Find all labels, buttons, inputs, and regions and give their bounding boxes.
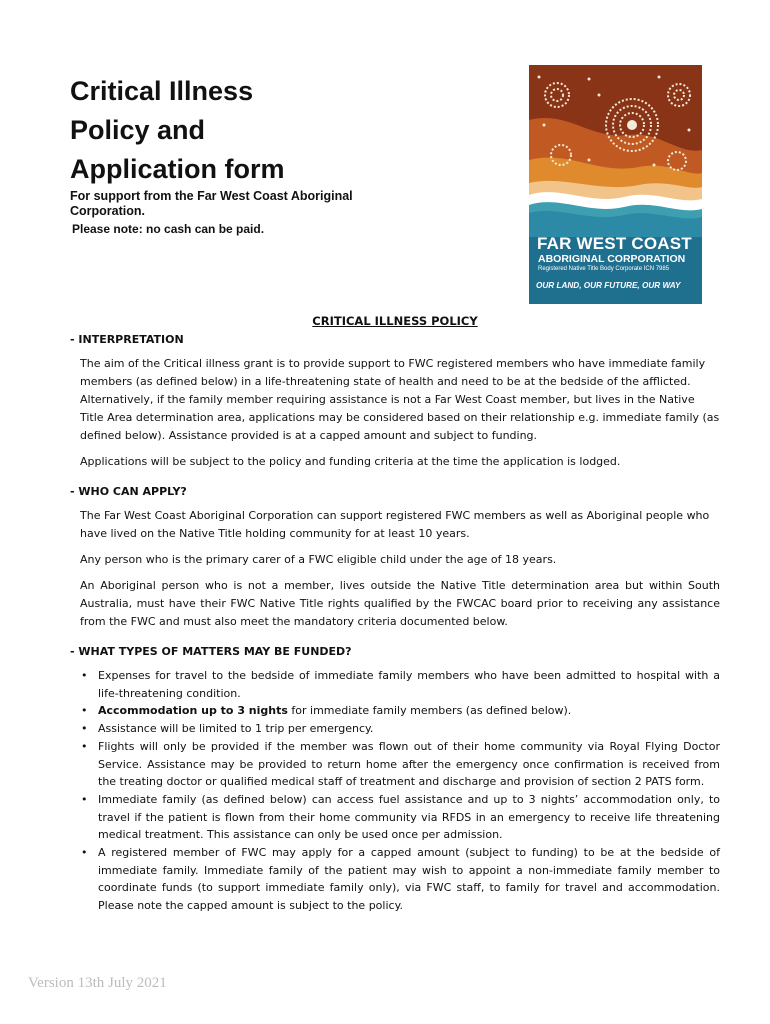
funded-matters-list	[70, 667, 720, 915]
cash-note: Please note: no cash can be paid.	[72, 222, 265, 236]
paragraph: Any person who is the primary carer of a FWC eligible child under the age of 18 years.	[80, 553, 557, 566]
policy-heading: CRITICAL ILLNESS POLICY	[312, 314, 478, 328]
title-line: Application form	[70, 154, 285, 184]
logo-subname: ABORIGINAL CORPORATION	[538, 253, 686, 265]
subtitle: For support from the Far West Coast Aboriginal Corporation.	[70, 189, 353, 218]
version-footer: Version 13th July 2021	[28, 975, 167, 991]
section-heading-who-can-apply: - WHO CAN APPLY?	[70, 485, 187, 498]
section-heading-interpretation: - INTERPRETATION	[70, 333, 184, 346]
list-item: • Assistance will be limited to 1 trip per emergency.	[98, 720, 720, 738]
logo-tagline: OUR LAND, OUR FUTURE, OUR WAY	[536, 281, 681, 290]
policy-body	[70, 314, 720, 915]
paragraph: The Far West Coast Aboriginal Corporation can support registered FWC members as well as Aboriginal people who have lived on the Native Title holding community for at least 10 years.	[80, 509, 710, 540]
list-item: • Expenses for travel to the bedside of immediate family members who have been admitted to hospital with a life-threatening condition.	[98, 667, 720, 702]
list-item: • Accommodation up to 3 nights for immediate family members (as defined below).	[98, 702, 720, 720]
logo-text-block	[529, 224, 702, 304]
list-item: • Immediate family (as defined below) can access fuel assistance and up to 3 nights’ accommodation only, to travel if the patient is flown from their home community via RFDS in an emergency to receive life threatening medical treatment. This assistance can only be used once per admission.	[98, 791, 720, 844]
organisation-logo	[529, 65, 702, 304]
title-line: Critical Illness	[70, 76, 254, 106]
section-heading-matters-funded: - WHAT TYPES OF MATTERS MAY BE FUNDED?	[70, 645, 352, 658]
logo-name: FAR WEST COAST	[537, 234, 692, 253]
logo-registration: Registered Native Title Body Corporate ICN 7985	[538, 266, 670, 272]
page-title	[70, 72, 490, 189]
paragraph: Applications will be subject to the policy and funding criteria at the time the application is lodged.	[80, 455, 621, 468]
title-line: Policy and	[70, 115, 206, 145]
list-item: • Flights will only be provided if the member was flown out of their home community via Royal Flying Doctor Service. Assistance may be provided to return home after the emergency once confirmation is received from the treating doctor or qualified medical staff of treatment and discharge and provision of section 2 PATS form.	[98, 738, 720, 791]
list-item: • A registered member of FWC may apply for a capped amount (subject to funding) to be at the bedside of immediate family. Immediate family of the patient may wish to appoint a non-immediate family member to coordinate funds (to support immediate family only), via FWC staff, to family for travel and accommodation. Please note the capped amount is subject to the policy.	[98, 844, 720, 915]
paragraph: An Aboriginal person who is not a member, lives outside the Native Title determination area but within South Australia, must have their FWC Native Title rights qualified by the FWCAC board prior to receiving any assistance from the FWC and must also meet the mandatory criteria documented below.	[80, 579, 720, 628]
paragraph: The aim of the Critical illness grant is to provide support to FWC registered members who have immediate family members (as defined below) in a life-threatening state of health and need to be at the bedside of the afflicted. Alternatively, if the family member requiring assistance is not a Far West Coast member, but lives in the Native Title Area determination area, applications may be considered based on their relationship e.g. immediate family (as defined below). Assistance provided is at a capped amount and subject to funding.	[80, 357, 720, 442]
